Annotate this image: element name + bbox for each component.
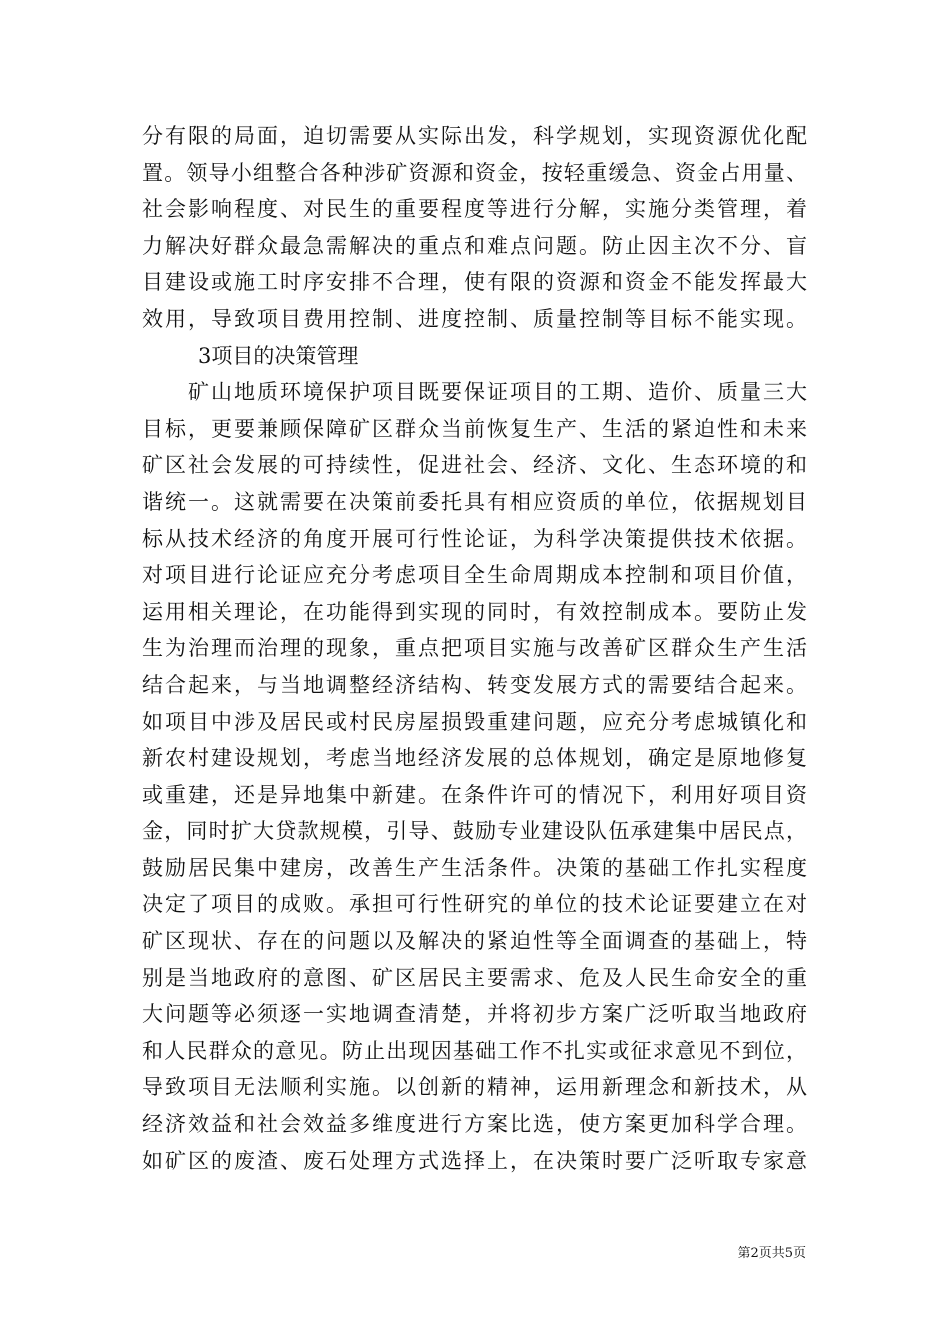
text-line: 谐统一。这就需要在决策前委托具有相应资质的单位，依据规划目 <box>142 489 807 514</box>
text-line: 目建设或施工时序安排不合理，使有限的资源和资金不能发挥最大 <box>142 270 807 295</box>
text-line: 如矿区的废渣、废石处理方式选择上，在决策时要广泛听取专家意 <box>142 1148 807 1173</box>
text-line: 导致项目无法顺利实施。以创新的精神，运用新理念和新技术，从 <box>142 1075 807 1100</box>
text-line: 对项目进行论证应充分考虑项目全生命周期成本控制和项目价值， <box>142 563 807 588</box>
text-line: 结合起来，与当地调整经济结构、转变发展方式的需要结合起来。 <box>142 672 807 697</box>
text-line: 经济效益和社会效益多维度进行方案比选，使方案更加科学合理。 <box>142 1112 807 1137</box>
text-line: 分有限的局面，迫切需要从实际出发，科学规划，实现资源优化配 <box>142 124 807 148</box>
text-line: 生为治理而治理的现象，重点把项目实施与改善矿区群众生产生活 <box>142 636 807 661</box>
text-line: 置。领导小组整合各种涉矿资源和资金，按轻重缓急、资金占用量、 <box>142 160 807 185</box>
text-line: 矿区现状、存在的问题以及解决的紧迫性等全面调查的基础上，特 <box>142 929 807 954</box>
text-line: 运用相关理论，在功能得到实现的同时，有效控制成本。要防止发 <box>142 599 807 624</box>
text-line: 或重建，还是异地集中新建。在条件许可的情况下，利用好项目资 <box>142 782 807 807</box>
text-line: 效用，导致项目费用控制、进度控制、质量控制等目标不能实现。 <box>142 306 807 331</box>
text-line: 决定了项目的成败。承担可行性研究的单位的技术论证要建立在对 <box>142 892 807 917</box>
text-line: 和人民群众的意见。防止出现因基础工作不扎实或征求意见不到位， <box>142 1038 807 1063</box>
paragraph-decision-management <box>142 374 807 1179</box>
section-heading: 3项目的决策管理 <box>198 343 359 368</box>
paragraph-resource-allocation <box>142 118 807 338</box>
text-line: 力解决好群众最急需解决的重点和难点问题。防止因主次不分、盲 <box>142 233 807 258</box>
text-line: 社会影响程度、对民生的重要程度等进行分解，实施分类管理，着 <box>142 197 807 222</box>
text-line: 金，同时扩大贷款规模，引导、鼓励专业建设队伍承建集中居民点， <box>142 819 807 844</box>
text-line: 矿山地质环境保护项目既要保证项目的工期、造价、质量三大 <box>142 380 807 405</box>
document-body <box>142 118 807 1179</box>
text-line: 如项目中涉及居民或村民房屋损毁重建问题，应充分考虑城镇化和 <box>142 709 807 734</box>
text-line: 别是当地政府的意图、矿区居民主要需求、危及人民生命安全的重 <box>142 965 807 990</box>
text-line: 鼓励居民集中建房，改善生产生活条件。决策的基础工作扎实程度 <box>142 855 807 880</box>
text-line: 新农村建设规划，考虑当地经济发展的总体规划，确定是原地修复 <box>142 746 807 771</box>
text-line: 大问题等必须逐一实地调查清楚，并将初步方案广泛听取当地政府 <box>142 1002 807 1027</box>
text-line: 目标，更要兼顾保障矿区群众当前恢复生产、生活的紧迫性和未来 <box>142 416 807 441</box>
text-line: 标从技术经济的角度开展可行性论证，为科学决策提供技术依据。 <box>142 526 807 551</box>
page-number: 第2页共5页 <box>737 1246 806 1261</box>
text-line: 矿区社会发展的可持续性，促进社会、经济、文化、生态环境的和 <box>142 453 807 478</box>
